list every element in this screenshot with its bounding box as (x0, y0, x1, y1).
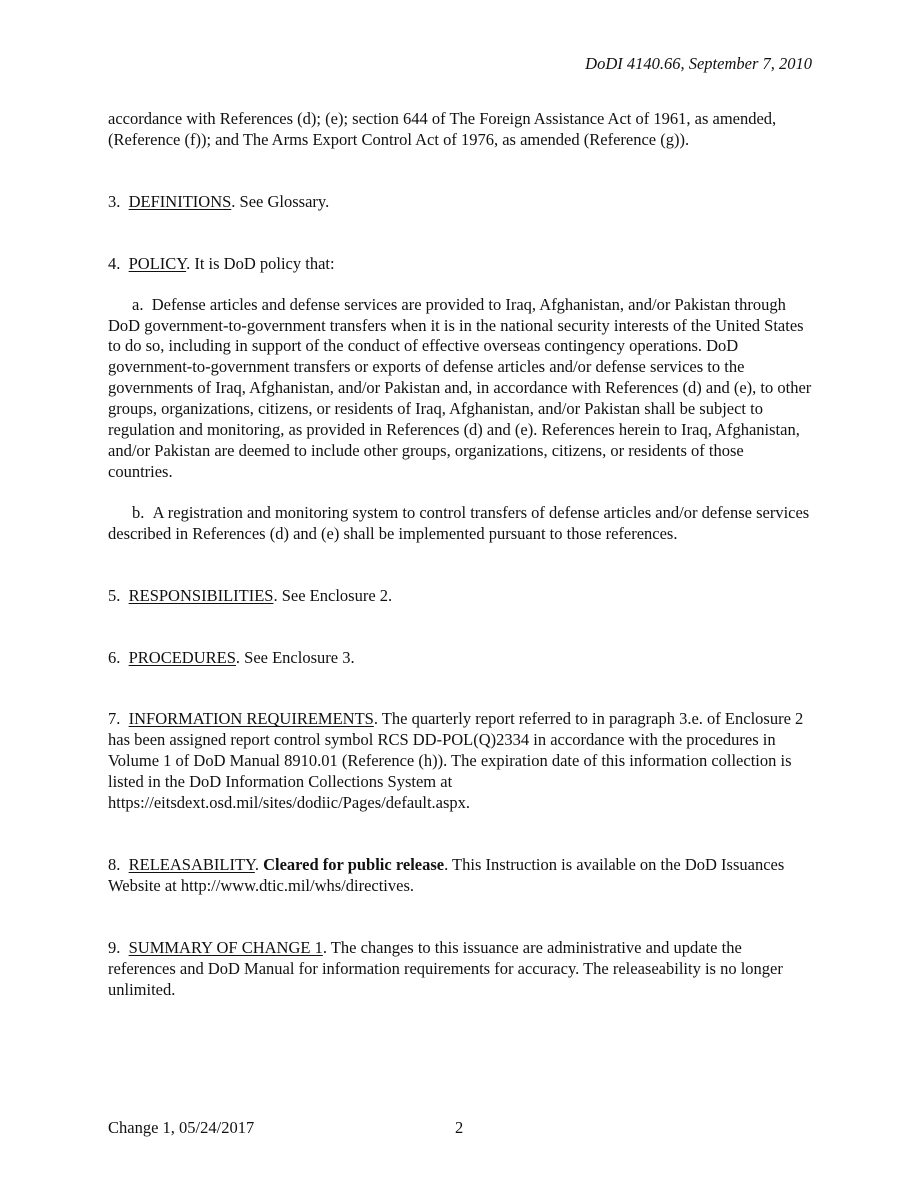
item-label: b. (132, 502, 145, 522)
item-text: A registration and monitoring system to control transfers of defense articles and/or defense services described in References (d) and (e) shall be implemented pursuant to those references. (108, 502, 810, 543)
section-text: . See Glossary. (231, 191, 330, 211)
section-policy (108, 254, 812, 275)
section-title: DEFINITIONS (128, 191, 232, 211)
section-text: . This Instruction is available on the DoD Issuances Website at http://www.dtic.mil/whs/directives. (108, 854, 785, 895)
section-text: . The changes to this issuance are administrative and update the references and DoD Manual for information requirements for accuracy. The releaseability is no longer unlimited. (108, 937, 783, 999)
release-statement: Cleared for public release (263, 854, 445, 874)
section-number: 7. (108, 709, 121, 729)
policy-item-a (108, 295, 812, 483)
section-number: 6. (108, 647, 121, 667)
item-text: Defense articles and defense services are provided to Iraq, Afghanistan, and/or Pakistan through DoD government-to-government transfers when it is in the national security interests of the United States to do so, including in support of the conduct of effective overseas contingency operations. DoD government-to-government transfers or exports of defense articles and/or defense services to the governments of Iraq, Afghanistan, and/or Pakistan and, in accordance with References (d) and (e), to other groups, organizations, citizens, or residents of Iraq, Afghanistan, and/or Pakistan shall be subject to regulation and monitoring, as provided in References (d) and (e). References herein to Iraq, Afghanistan, and/or Pakistan are deemed to include other groups, organizations, citizens, or residents of those countries. (108, 294, 812, 481)
section-definitions (108, 192, 812, 213)
section-procedures (108, 648, 812, 669)
section-information-requirements (108, 709, 812, 814)
section-text: . See Enclosure 3. (235, 647, 355, 667)
section-summary-of-change (108, 938, 812, 1001)
section-title: SUMMARY OF CHANGE 1 (128, 937, 323, 957)
section-text: . It is DoD policy that: (186, 253, 335, 273)
footer-page-number: 2 (455, 1118, 464, 1137)
policy-item-b (108, 503, 812, 545)
section-separator: . (254, 854, 264, 874)
section-number: 8. (108, 854, 121, 874)
section-title: PROCEDURES (128, 647, 236, 667)
section-number: 4. (108, 253, 121, 273)
section-title: RESPONSIBILITIES (128, 585, 274, 605)
section-number: 9. (108, 937, 121, 957)
item-label: a. (132, 294, 144, 314)
running-header: DoDI 4140.66, September 7, 2010 (585, 54, 812, 73)
section-title: POLICY (128, 253, 187, 273)
section-number: 3. (108, 191, 121, 211)
footer-change: Change 1, 05/24/2017 (108, 1118, 255, 1137)
section-releasability (108, 855, 812, 897)
section-number: 5. (108, 585, 121, 605)
section-responsibilities (108, 586, 812, 607)
document-body (108, 109, 812, 1000)
section-title: RELEASABILITY (128, 854, 255, 874)
section-title: INFORMATION REQUIREMENTS (128, 709, 374, 729)
section-text: . The quarterly report referred to in paragraph 3.e. of Enclosure 2 has been assigned report control symbol RCS DD-POL(Q)2334 in accordance with the procedures in Volume 1 of DoD Manual 8910.01 (Reference (h)). The expiration date of this information collection is listed in the DoD Information Collections System at https://eitsdext.osd.mil/sites/dodiic/Pages/default.aspx. (108, 709, 804, 813)
continuation-paragraph: accordance with References (d); (e); section 644 of The Foreign Assistance Act of 1961, as amended, (Reference (f)); and The Arms Export Control Act of 1976, as amended (Reference (g)). (108, 109, 777, 149)
section-text: . See Enclosure 2. (273, 585, 393, 605)
